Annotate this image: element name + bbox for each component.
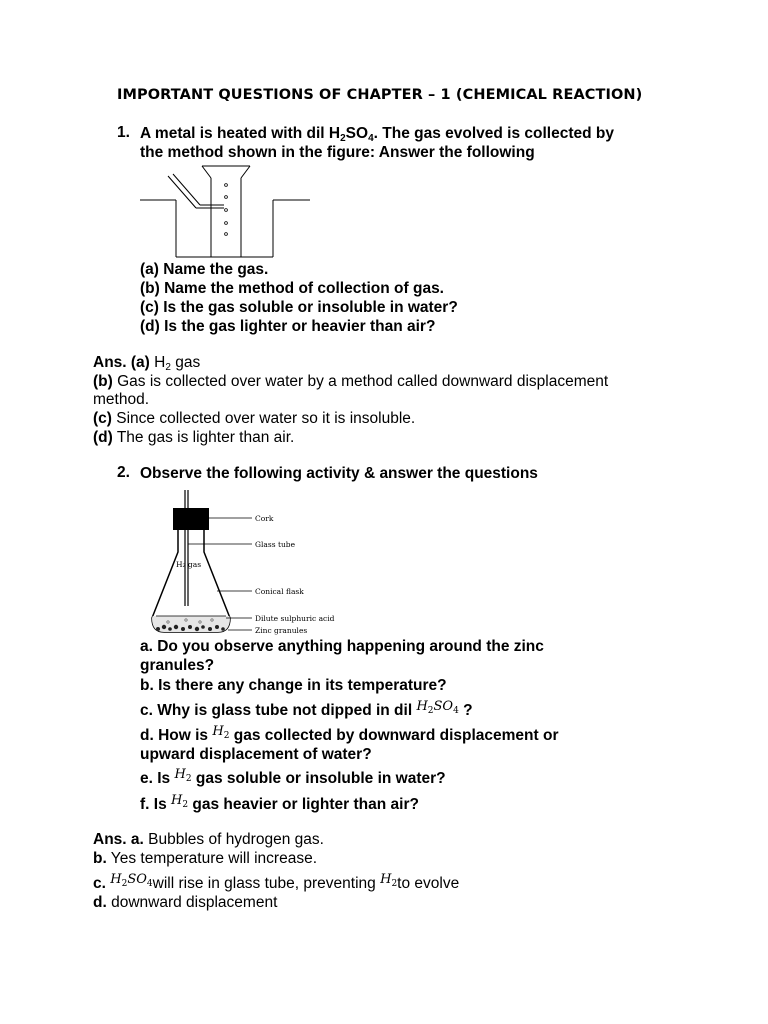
answer-text: Bubbles of hydrogen gas. <box>143 831 324 848</box>
answer-label: Ans. (a) <box>93 354 150 371</box>
question-text: e. Is <box>140 770 171 787</box>
answer-text: Yes temperature will increase. <box>106 850 317 867</box>
question-text: d. How is <box>140 727 209 744</box>
formula-part: H <box>212 724 224 739</box>
formula-part: H <box>380 872 392 887</box>
formula-h2so4 <box>416 699 458 714</box>
question-2a-line-2: granules? <box>140 657 215 674</box>
answer-1-b <box>93 372 608 391</box>
answer-2-a <box>93 830 324 849</box>
formula-part: SO <box>433 699 454 714</box>
label-zinc-granules: Zinc granules <box>255 626 308 635</box>
formula-h2 <box>380 872 397 887</box>
formula-part: H <box>174 767 186 782</box>
answer-1-b-continued: method. <box>93 391 150 408</box>
q1-text-part: A metal is heated with dil H <box>140 125 341 142</box>
answer-1-d <box>93 428 294 447</box>
question-1-part-b: (b) Name the method of collection of gas. <box>140 280 444 297</box>
formula-part: SO <box>127 872 147 887</box>
answer-label: c. <box>93 875 106 892</box>
formula-part: H <box>171 793 183 808</box>
answer-text: Gas is collected over water by a method called downward displacement <box>112 373 609 390</box>
label-conical-flask: Conical flask <box>255 587 304 596</box>
question-1-part-a: (a) Name the gas. <box>140 261 269 278</box>
formula-subscript: 2 <box>427 706 434 716</box>
answer-1-c <box>93 409 415 428</box>
formula-h2 <box>212 724 229 739</box>
question-text: ? <box>463 702 473 719</box>
question-2-text: Observe the following activity & answer the questions <box>140 465 538 482</box>
q1-subscript: 4 <box>368 133 374 144</box>
formula-subscript: 2 <box>223 731 230 741</box>
q1-text-part: . The gas evolved is collected by <box>373 125 614 142</box>
question-2d-line-1 <box>140 726 558 746</box>
question-1-part-d: (d) Is the gas lighter or heavier than air? <box>140 318 436 335</box>
formula-h2 <box>174 767 191 782</box>
cork <box>173 508 209 530</box>
question-text: gas heavier or lighter than air? <box>192 796 419 813</box>
answer-text: Since collected over water so it is insoluble. <box>111 410 416 427</box>
question-text: f. Is <box>140 796 167 813</box>
answer-label: (d) <box>93 429 113 446</box>
formula-part: H <box>416 699 428 714</box>
formula-h2 <box>171 793 188 808</box>
formula-part: H <box>110 872 122 887</box>
answer-text: downward displacement <box>106 894 278 911</box>
question-text: gas soluble or insoluble in water? <box>195 770 446 787</box>
answer-label: d. <box>93 894 107 911</box>
answer-text: will rise in glass tube, preventing <box>152 875 376 892</box>
q1-subscript: 2 <box>340 133 346 144</box>
formula-h2so4 <box>110 872 152 887</box>
question-text: gas collected by downward displacement or <box>233 727 559 744</box>
question-2-number: 2. <box>117 464 130 481</box>
formula-subscript: 2 <box>121 879 128 889</box>
question-2c <box>140 701 473 721</box>
gas-collection-diagram <box>140 160 312 260</box>
question-2f <box>140 795 419 815</box>
conical-flask-diagram <box>140 488 340 638</box>
label-glass-tube: Glass tube <box>255 540 296 549</box>
answer-1-a <box>93 353 200 372</box>
answer-2-b <box>93 849 317 868</box>
question-1-number: 1. <box>117 124 130 141</box>
answer-text: H <box>154 354 166 371</box>
question-1-line-1 <box>140 124 614 143</box>
formula-subscript: 2 <box>185 774 192 784</box>
answer-2-d <box>93 893 277 912</box>
formula-subscript: 4 <box>453 706 459 716</box>
page-title: IMPORTANT QUESTIONS OF CHAPTER – 1 (CHEMICAL REACTION) <box>117 87 643 103</box>
formula-subscript: 4 <box>146 879 153 889</box>
answer-2-c <box>93 874 459 894</box>
label-dilute-acid: Dilute sulphuric acid <box>255 614 335 623</box>
formula-subscript: 2 <box>391 879 398 889</box>
answer-text: The gas is lighter than air. <box>112 429 295 446</box>
label-cork: Cork <box>255 514 274 523</box>
formula-subscript: 2 <box>182 800 189 810</box>
answer-text: to evolve <box>397 875 460 892</box>
question-2b: b. Is there any change in its temperature? <box>140 677 447 694</box>
question-1-part-c: (c) Is the gas soluble or insoluble in water? <box>140 299 458 316</box>
answer-label: (c) <box>93 410 112 427</box>
answer-label: b. <box>93 850 107 867</box>
answer-text: gas <box>170 354 201 371</box>
subscript: 2 <box>165 362 171 373</box>
answer-label: Ans. a. <box>93 831 144 848</box>
question-2d-line-2: upward displacement of water? <box>140 746 372 763</box>
question-1-line-2: the method shown in the figure: Answer the following <box>140 144 535 161</box>
question-2a-line-1: a. Do you observe anything happening around the zinc <box>140 638 544 655</box>
q1-text-part: SO <box>345 125 369 142</box>
label-h2-gas: H₂ gas <box>176 560 202 569</box>
answer-label: (b) <box>93 373 113 390</box>
question-text: c. Why is glass tube not dipped in dil <box>140 702 413 719</box>
question-2e <box>140 769 446 789</box>
